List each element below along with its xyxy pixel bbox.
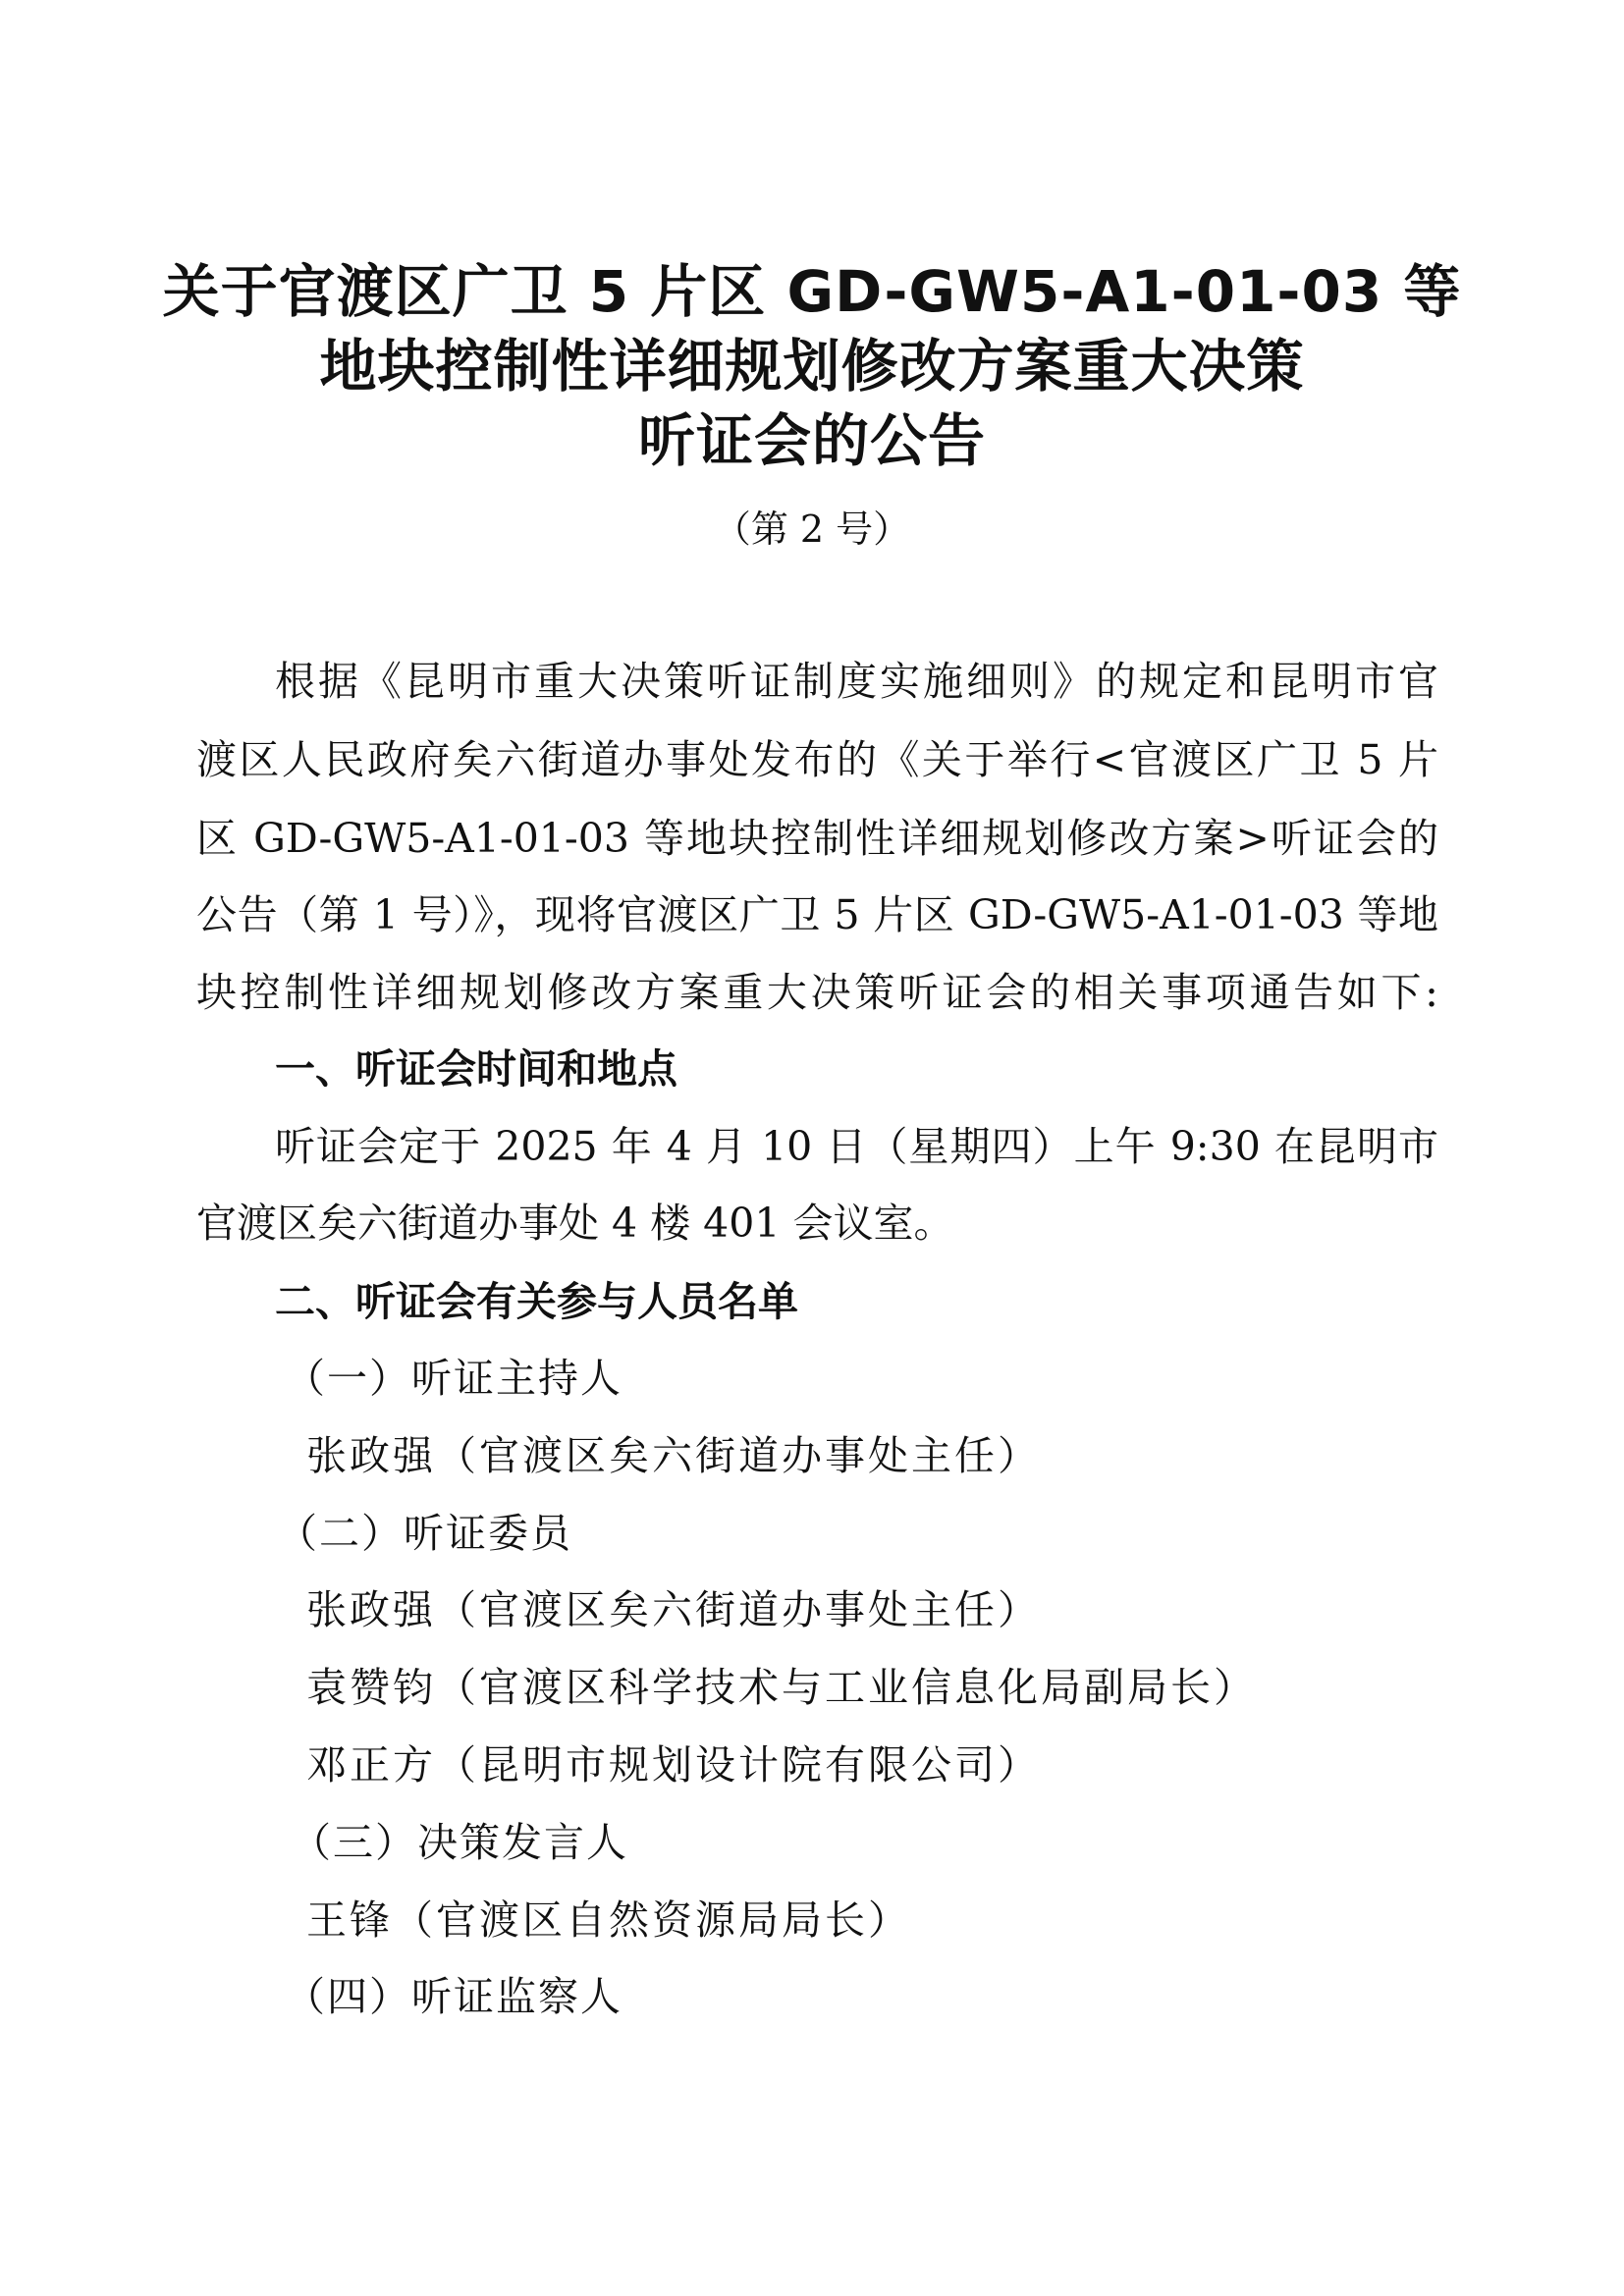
notice-title-line-3: 听证会的公告 bbox=[637, 407, 986, 474]
intro-line-3: 区 GD-GW5-A1-01-03 等地块控制性详细规划修改方案>听证会的 bbox=[196, 815, 1438, 862]
intro-line-5: 块控制性详细规划修改方案重大决策听证会的相关事项通告如下: bbox=[196, 969, 1438, 1016]
intro-line-4: 公告（第 1 号）》，现将官渡区广卫 5 片区 GD-GW5-A1-01-03 等地 bbox=[196, 891, 1438, 938]
section-one-heading: 一、听证会时间和地点 bbox=[275, 1045, 677, 1093]
committee-heading: （二）听证委员 bbox=[277, 1510, 572, 1557]
committee-person-1: 张政强（官渡区矣六街道办事处主任） bbox=[306, 1586, 1041, 1633]
notice-title-line-2: 地块控制性详细规划修改方案重大决策 bbox=[319, 333, 1305, 400]
committee-person-3: 邓正方（昆明市规划设计院有限公司） bbox=[306, 1741, 1041, 1789]
section-one-line-2: 官渡区矣六街道办事处 4 楼 401 会议室。 bbox=[196, 1200, 954, 1247]
intro-line-2: 渡区人民政府矣六街道办事处发布的《关于举行<官渡区广卫 5 片 bbox=[196, 736, 1438, 783]
section-one-line-1: 听证会定于 2025 年 4 月 10 日（星期四）上午 9:30 在昆明市 bbox=[275, 1123, 1438, 1170]
notice-title-line-1: 关于官渡区广卫 5 片区 GD-GW5-A1-01-03 等 bbox=[162, 258, 1462, 325]
spokesperson-heading: （三）决策发言人 bbox=[291, 1819, 628, 1866]
host-heading: （一）听证主持人 bbox=[285, 1355, 623, 1402]
supervisor-heading: （四）听证监察人 bbox=[285, 1973, 623, 2020]
intro-line-1: 根据《昆明市重大决策听证制度实施细则》的规定和昆明市官 bbox=[275, 658, 1438, 705]
section-two-heading: 二、听证会有关参与人员名单 bbox=[275, 1278, 798, 1325]
notice-number: （第 2 号） bbox=[713, 507, 911, 551]
committee-person-2: 袁赞钧（官渡区科学技术与工业信息化局副局长） bbox=[306, 1664, 1257, 1711]
host-person-1: 张政强（官渡区矣六街道办事处主任） bbox=[306, 1432, 1041, 1479]
spokesperson-person-1: 王锋（官渡区自然资源局局长） bbox=[306, 1896, 911, 1944]
